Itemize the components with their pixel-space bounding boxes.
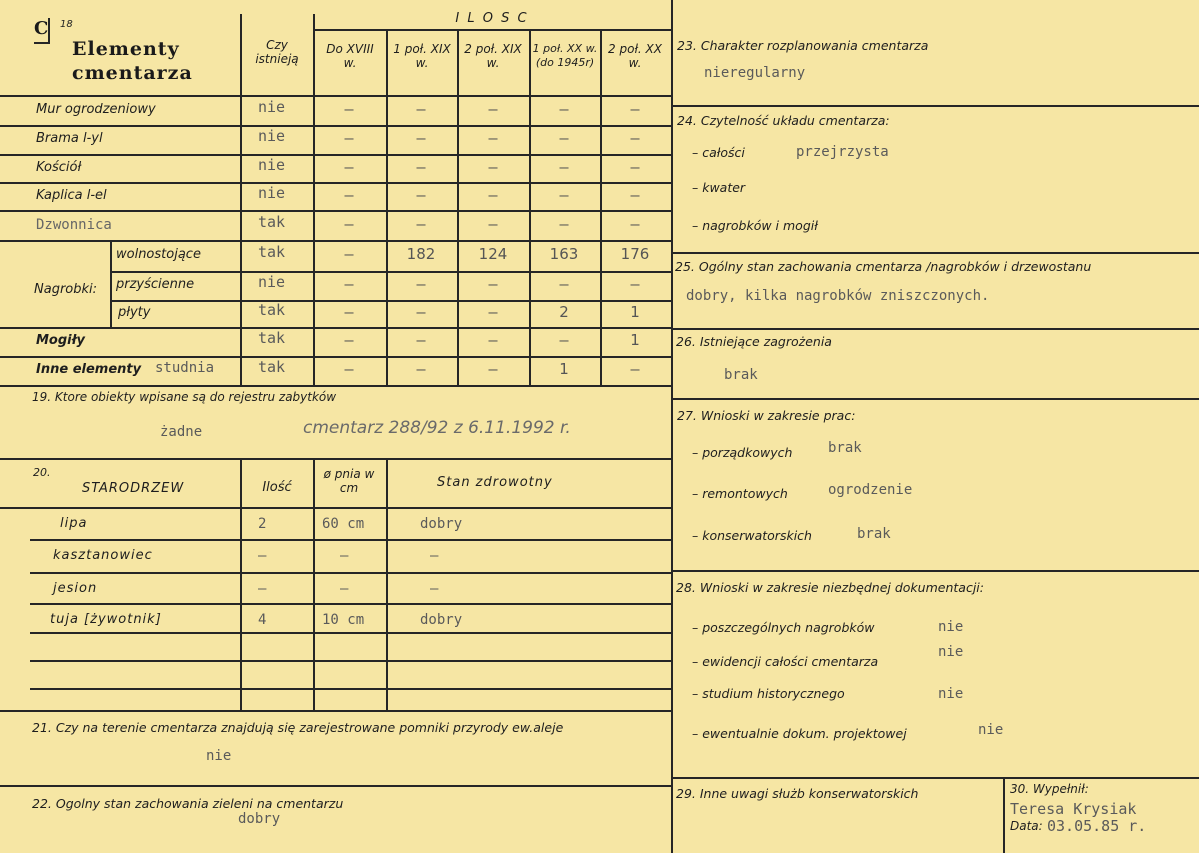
q28-label: 28. Wnioski w zakresie niezbędnej dokumentacji: <box>676 580 984 595</box>
q20-col-ilosc: Ilość <box>262 480 292 495</box>
q21-answer: nie <box>206 748 232 764</box>
element-row-count: – <box>416 185 426 204</box>
q22-label: 22. Ogolny stan zachowania zieleni na cmentarzu <box>32 796 344 811</box>
tree-name: jesion <box>53 581 98 596</box>
element-row-count: – <box>559 331 569 349</box>
element-row-count: – <box>630 360 640 378</box>
element-row-count: 124 <box>478 245 508 263</box>
q27-konserwatorskich-value: brak <box>857 526 891 542</box>
element-row-count: – <box>344 157 354 176</box>
element-row-count: 1 <box>559 360 569 378</box>
element-row-count: – <box>344 303 354 321</box>
element-row-count: – <box>630 99 640 118</box>
q27-porzadkowych-value: brak <box>828 440 862 456</box>
element-row-count: – <box>416 157 426 176</box>
q28-d-label: – ewentualnie dokum. projektowej <box>692 726 907 741</box>
q27-remontowych-value: ogrodzenie <box>828 482 913 498</box>
table-title-line2: cmentarza <box>72 62 193 84</box>
header-bottom-line <box>0 95 671 97</box>
nagrobki-label: Nagrobki: <box>34 282 98 297</box>
tree-name: kasztanowiec <box>53 548 153 563</box>
table-title-line1: Elementy <box>72 38 180 60</box>
q26-label: 26. Istniejące zagrożenia <box>676 334 832 349</box>
element-row-count: – <box>559 129 569 147</box>
q19-answer: żadne <box>160 424 203 440</box>
element-row-count: – <box>416 303 426 321</box>
element-row-exists: tak <box>258 329 286 347</box>
element-row-count: – <box>416 275 426 293</box>
element-row-count: – <box>344 275 354 293</box>
header-1p20: 1 poł. XX w. (do 1945r) <box>532 42 598 69</box>
q28-b-label: – ewidencji całości cmentarza <box>692 654 879 669</box>
tree-health: – <box>430 581 439 597</box>
q24-nagrobkow-label: – nagrobków i mogił <box>692 218 818 233</box>
q30-label: 30. Wypełnił: <box>1010 782 1089 796</box>
q28-c-value: nie <box>938 686 964 702</box>
element-row-label: Inne elementy <box>36 362 142 377</box>
element-row-count: – <box>488 360 498 378</box>
element-row-count: – <box>488 129 498 147</box>
q24-calosci-label: – całości <box>692 145 745 160</box>
element-row-count: – <box>630 214 640 233</box>
element-row-count: – <box>344 129 354 147</box>
header-ilosc: I L O S C <box>455 11 529 26</box>
element-row-exists: tak <box>258 301 286 319</box>
element-row-count: – <box>344 99 354 118</box>
element-row-count: 182 <box>406 245 436 263</box>
q28-c-label: – studium historycznego <box>692 686 845 701</box>
center-divider <box>671 0 673 853</box>
element-row-exists: nie <box>258 273 286 291</box>
q23-label: 23. Charakter rozplanowania cmentarza <box>677 38 929 53</box>
element-row-count: – <box>559 157 569 176</box>
header-1p19: 1 poł. XIX w. <box>393 42 451 70</box>
element-row-exists: nie <box>258 127 286 145</box>
element-row-count: – <box>488 185 498 204</box>
q27-porzadkowych-label: – porządkowych <box>692 445 793 460</box>
element-row-count: – <box>630 275 640 293</box>
element-row-count: – <box>416 214 426 233</box>
element-row-count: 2 <box>559 303 569 321</box>
element-row-label: Dzwonnica <box>36 216 112 233</box>
tree-count: – <box>258 581 267 597</box>
q20-col-stan: Stan zdrowotny <box>437 475 553 490</box>
element-row-exists: nie <box>258 155 286 174</box>
element-row-count: – <box>344 214 354 233</box>
q26-answer: brak <box>724 367 758 383</box>
q27-remontowych-label: – remontowych <box>692 486 788 501</box>
q19-label: 19. Ktore obiekty wpisane są do rejestru zabytków <box>32 390 337 404</box>
q24-kwater-label: – kwater <box>692 180 746 195</box>
element-row-count: – <box>416 331 426 349</box>
tree-name: tuja [żywotnik] <box>50 612 162 627</box>
element-row-exists: tak <box>258 243 286 261</box>
element-row-label: Mogiły <box>36 333 85 348</box>
tree-name: lipa <box>60 516 88 531</box>
q23-answer: nieregularny <box>704 65 806 81</box>
header-2p19: 2 poł. XIX w. <box>464 42 522 70</box>
element-row-count: – <box>344 245 354 263</box>
header-czy-istnieja: Czy istnieją <box>255 38 299 66</box>
element-row-count: 176 <box>620 245 650 263</box>
element-row-count: – <box>488 275 498 293</box>
q24-label: 24. Czytelność układu cmentarza: <box>677 113 890 128</box>
tree-health: – <box>430 548 439 564</box>
element-row-count: – <box>416 129 426 147</box>
element-row-count: – <box>488 331 498 349</box>
q30-date: 03.05.85 r. <box>1047 817 1147 835</box>
tree-count: 4 <box>258 612 267 628</box>
element-row-count: – <box>488 157 498 176</box>
card-code-sub: 18 <box>60 19 73 30</box>
element-row-count: – <box>488 214 498 233</box>
q20-number: 20. <box>33 466 51 479</box>
q27-label: 27. Wnioski w zakresie prac: <box>677 408 856 423</box>
tree-count: – <box>258 548 267 564</box>
q28-a-value: nie <box>938 619 964 635</box>
element-row-extra: studnia <box>155 360 215 376</box>
q30-date-label: Data: <box>1010 819 1043 833</box>
element-row-count: – <box>416 99 426 118</box>
element-row-count: – <box>559 214 569 233</box>
element-row-count: – <box>344 331 354 349</box>
element-row-count: – <box>559 275 569 293</box>
tree-health: dobry <box>420 612 463 628</box>
element-row-count: – <box>344 360 354 378</box>
tree-trunk: 60 cm <box>322 516 365 532</box>
tree-health: dobry <box>420 516 463 532</box>
element-row-count: – <box>559 99 569 118</box>
element-row-count: – <box>630 157 640 176</box>
element-row-count: – <box>488 303 498 321</box>
element-row-exists: tak <box>258 358 286 376</box>
element-row-count: – <box>630 185 640 204</box>
element-row-count: – <box>630 129 640 147</box>
element-row-count: 1 <box>630 303 640 321</box>
q28-a-label: – poszczególnych nagrobków <box>692 620 875 635</box>
q20-col-pnia: ø pnia w cm <box>323 467 375 495</box>
q30-name: Teresa Krysiak <box>1010 800 1137 818</box>
q28-d-value: nie <box>978 722 1004 738</box>
q25-label: 25. Ogólny stan zachowania cmentarza /nagrobków i drzewostanu <box>675 259 1092 274</box>
q21-label: 21. Czy na terenie cmentarza znajdują się zarejestrowane pomniki przyrody ew.aleje <box>32 720 564 735</box>
element-row-label: Kaplica l-el <box>36 187 107 203</box>
q24-calosci-value: przejrzysta <box>796 144 889 160</box>
element-row-exists: nie <box>258 183 286 202</box>
element-row-count: – <box>488 99 498 118</box>
header-2p20: 2 poł. XX w. <box>608 42 662 70</box>
card-code: C <box>34 18 49 39</box>
tree-trunk: 10 cm <box>322 612 365 628</box>
q22-answer: dobry <box>238 811 281 827</box>
element-row-label: przyścienne <box>116 277 195 292</box>
q29-label: 29. Inne uwagi służb konserwatorskich <box>676 786 919 801</box>
q27-konserwatorskich-label: – konserwatorskich <box>692 528 812 543</box>
element-row-count: – <box>344 185 354 204</box>
q19-register-note: cmentarz 288/92 z 6.11.1992 r. <box>303 418 571 438</box>
tree-count: 2 <box>258 516 267 532</box>
element-row-count: 1 <box>630 331 640 349</box>
element-row-label: Brama l-yl <box>36 131 103 146</box>
element-row-count: – <box>416 360 426 378</box>
tree-trunk: – <box>340 581 349 597</box>
element-row-label: płyty <box>118 305 151 320</box>
element-row-label: Mur ogrodzeniowy <box>36 101 156 117</box>
q25-answer: dobry, kilka nagrobków zniszczonych. <box>686 288 990 304</box>
element-row-exists: nie <box>258 97 286 116</box>
tree-trunk: – <box>340 548 349 564</box>
element-row-count: 163 <box>549 245 579 263</box>
element-row-count: – <box>559 185 569 204</box>
q28-b-value: nie <box>938 644 964 660</box>
header-do18: Do XVIII w. <box>326 42 374 70</box>
element-row-label: wolnostojące <box>116 247 201 262</box>
q20-title: STARODRZEW <box>82 481 185 496</box>
element-row-exists: tak <box>258 212 286 231</box>
element-row-label: Kościół <box>36 159 82 175</box>
